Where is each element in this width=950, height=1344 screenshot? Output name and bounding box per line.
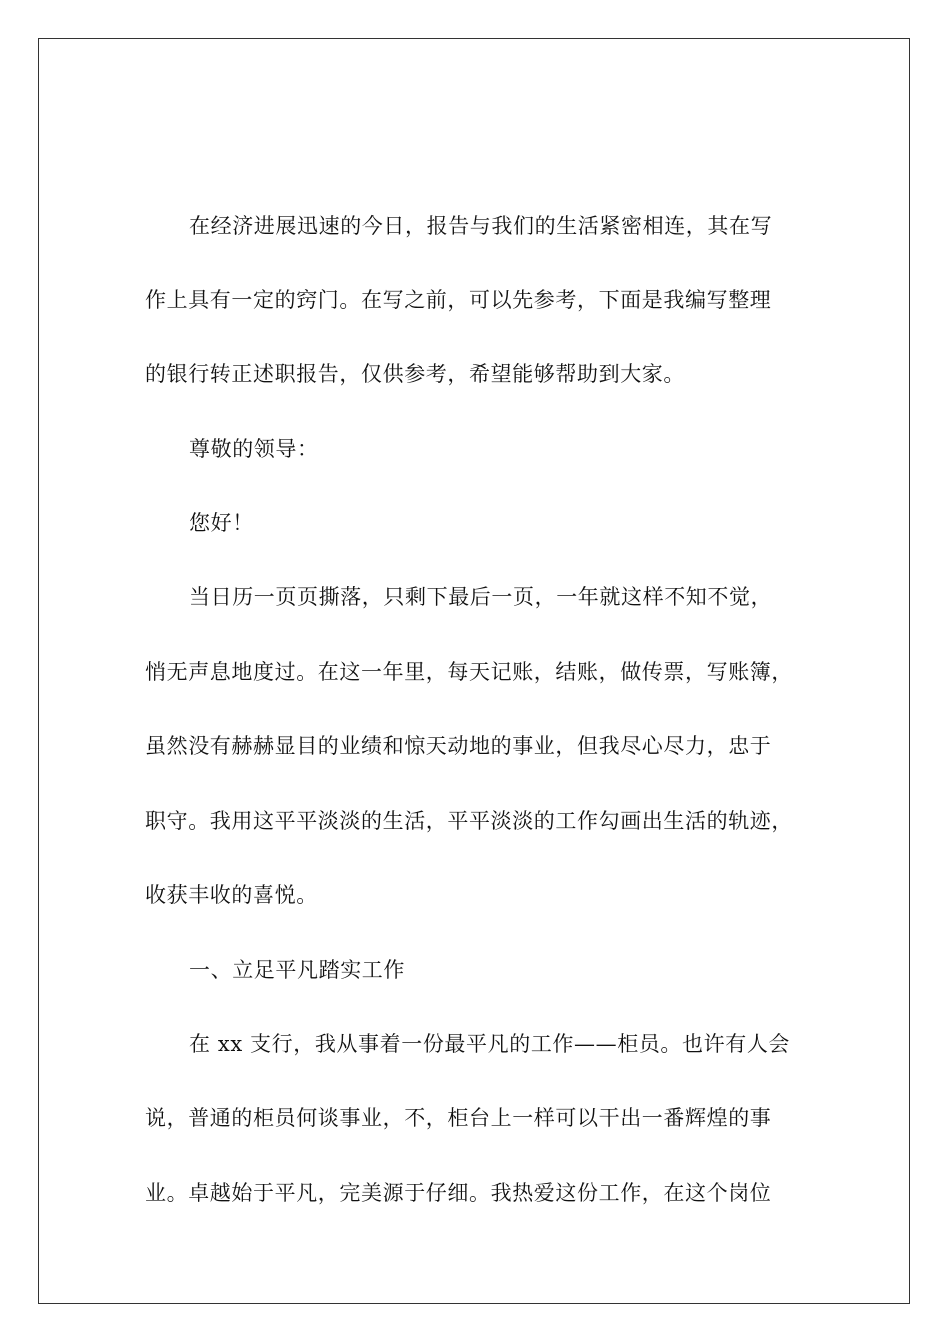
paragraph-2-line-3: 业。卓越始于平凡，完美源于仔细。我热爱这份工作，在这个岗位 bbox=[145, 1181, 772, 1205]
intro-line-3: 的银行转正述职报告，仅供参考，希望能够帮助到大家。 bbox=[145, 362, 685, 386]
paragraph-1-line-1: 当日历一页页撕落，只剩下最后一页，一年就这样不知不觉， bbox=[189, 585, 773, 609]
intro-line-1: 在经济进展迅速的今日，报告与我们的生活紧密相连，其在写 bbox=[189, 214, 773, 238]
paragraph-1-line-4: 职守。我用这平平淡淡的生活，平平淡淡的工作勾画出生活的轨迹， bbox=[145, 809, 793, 833]
section-heading-1: 一、立足平凡踏实工作 bbox=[189, 958, 405, 982]
paragraph-1-line-2: 悄无声息地度过。在这一年里，每天记账，结账，做传票，写账簿， bbox=[145, 660, 793, 684]
salutation: 尊敬的领导： bbox=[189, 437, 319, 461]
paragraph-1-line-5: 收获丰收的喜悦。 bbox=[145, 883, 318, 907]
paragraph-2-line-1: 在 xx 支行，我从事着一份最平凡的工作——柜员。也许有人会 bbox=[189, 1032, 791, 1056]
paragraph-2-line-2: 说，普通的柜员何谈事业，不，柜台上一样可以干出一番辉煌的事 bbox=[145, 1106, 772, 1130]
paragraph-1-line-3: 虽然没有赫赫显目的业绩和惊天动地的事业，但我尽心尽力，忠于 bbox=[145, 734, 772, 758]
greeting: 您好！ bbox=[189, 511, 254, 535]
intro-line-2: 作上具有一定的窍门。在写之前，可以先参考，下面是我编写整理 bbox=[145, 288, 772, 312]
